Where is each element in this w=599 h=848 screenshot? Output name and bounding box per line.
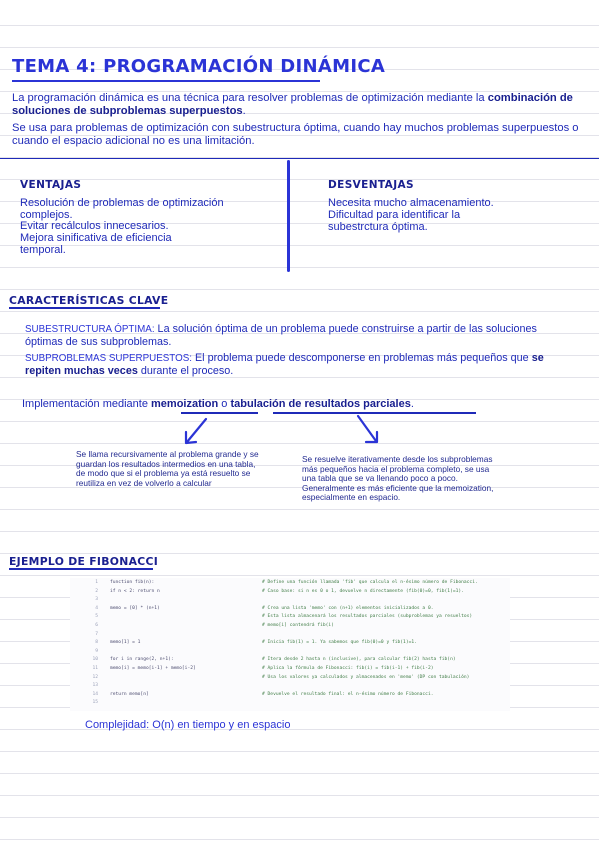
line-number: 1 (95, 580, 98, 585)
ventajas-item-1: Resolución de problemas de optimización complejos. (20, 197, 224, 221)
code-comment: # Define una función llamada 'fib' que calcula el n-ésimo número de Fibonacci. (262, 580, 478, 585)
code-comment: # Inicia fib(1) = 1. Ya sabemos que fib(0)=0 y fib(1)=1. (262, 640, 417, 646)
impl-text-b: o (218, 398, 231, 410)
code-text: for i in range(2, n+1): (110, 657, 174, 663)
code-text: function fib(n): (110, 580, 155, 585)
subproblemas-desc-b: durante el proceso. (137, 365, 234, 377)
line-number: 12 (92, 674, 98, 680)
intro-paragraph-2: Se usa para problemas de optimización con subestructura óptima, cuando hay muchos problemas superpuestos o cuando el espacio adicional no es una limitación. (12, 122, 579, 147)
tabulacion-note: Se resuelve iterativamente desde los subproblemas más pequeños hacia el problema completo, se usa una tabla que se va llenando poco a poco. Generalmente es más eficiente que la memoization, especialmente en espacio. (302, 454, 494, 503)
subestructura-label: SUBESTRUCTURA ÓPTIMA: (25, 324, 155, 335)
ventajas-item-2: Evitar recálculos innecesarios. (20, 220, 169, 232)
caracteristicas-heading: CARACTERÍSTICAS CLAVE (9, 294, 169, 307)
line-number: 6 (95, 623, 98, 628)
fibonacci-underline (9, 568, 153, 570)
code-comment: # Esta lista almacenará los resultados parciales (subproblemas ya resueltos) (262, 614, 473, 620)
line-number: 7 (95, 631, 98, 637)
line-number: 15 (92, 700, 98, 706)
subproblemas-bold: se repiten muchas veces (25, 352, 544, 377)
code-comment: # Caso base: si n es 0 o 1, devuelve n directamente (fib(0)=0, fib(1)=1). (262, 588, 464, 594)
impl-text-c: . (410, 398, 414, 410)
memoization-note: Se llama recursivamente al problema grande y se guardan los resultados intermedios en una tabla, de modo que si el problema ya está resuelto se reutiliza en vez de volverlo a calcular (76, 449, 259, 488)
line-number: 5 (95, 614, 98, 620)
fibonacci-heading: EJEMPLO DE FIBONACCI (9, 555, 159, 568)
impl-memoization: memoization (151, 398, 219, 410)
code-comment: # Usa los valores ya calculados y almacenados en 'memo' (DP con tabulación) (262, 674, 470, 680)
desventajas-heading: DESVENTAJAS (328, 179, 415, 191)
impl-tabulacion: tabulación de resultados parciales (230, 398, 411, 410)
code-comment: # Devuelve el resultado final: el n-ésimo número de Fibonacci. (262, 691, 434, 697)
ventajas-heading: VENTAJAS (20, 179, 82, 191)
subestructura-desc: La solución óptima de un problema puede construirse a partir de las soluciones óptimas de sus subproblemas. (25, 323, 537, 348)
line-number: 13 (92, 683, 98, 689)
code-text: return memo[n] (110, 691, 149, 697)
line-number: 3 (95, 597, 98, 603)
arrow-down-right-icon (358, 416, 377, 442)
code-comment: # Itera desde 2 hasta n (inclusive), para calcular fib(2) hasta fib(n) (262, 657, 456, 663)
intro-text: La programación dinámica es una técnica para resolver problemas de optimización mediante la (12, 92, 488, 104)
code-text: memo[1] = 1 (110, 640, 141, 646)
subproblemas-label: SUBPROBLEMAS SUPERPUESTOS: (25, 353, 192, 364)
ventajas-item-3: Mejora sinificativa de eficiencia temporal. (20, 232, 172, 256)
line-number: 10 (92, 657, 98, 663)
code-text: memo[i] = memo[i-1] + memo[i-2] (110, 666, 196, 671)
code-comment: # Aplica la fórmula de Fibonacci: fib(i) = fib(i-1) + fib(i-2) (262, 666, 434, 671)
impl-text-a: Implementación mediante (22, 398, 152, 410)
complexity-text: Complejidad: O(n) en tiempo y en espacio (85, 719, 291, 731)
intro-bold: combinación de soluciones de subproblemas superpuestos (12, 92, 573, 117)
line-number: 8 (95, 640, 98, 646)
line-number: 4 (95, 605, 98, 611)
code-comment: # memo[i] contendrá fib(i) (262, 623, 334, 628)
page-title: TEMA 4: PROGRAMACIÓN DINÁMICA (12, 56, 386, 77)
code-text: memo = [0] * (n+1) (110, 605, 160, 611)
line-number: 11 (92, 666, 98, 671)
subproblemas-desc-a: El problema puede descomponerse en problemas más pequeños que (191, 352, 532, 364)
code-text: if n < 2: return n (110, 588, 160, 594)
arrow-down-left-icon (186, 419, 206, 443)
desventajas-item-1: Necesita mucho almacenamiento. (328, 197, 494, 209)
line-number: 2 (95, 588, 98, 594)
intro-text-end: . (242, 104, 246, 117)
line-number: 9 (95, 648, 98, 654)
desventajas-item-2: Dificultad para identificar la subestrctura óptima. (328, 209, 461, 233)
line-number: 14 (92, 691, 98, 697)
code-comment: # Crea una lista 'memo' con (n+1) elementos inicializados a 0. (262, 605, 434, 611)
